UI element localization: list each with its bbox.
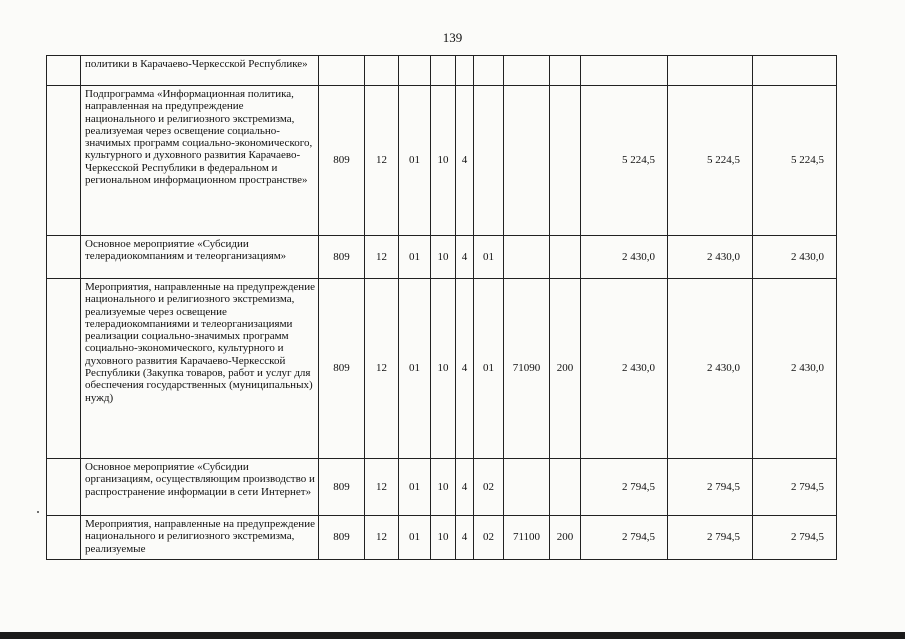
subsection-code: 01: [399, 459, 431, 516]
ministry-code: 809: [319, 86, 365, 236]
section-code: 12: [365, 516, 399, 560]
subprogram-code: [456, 56, 474, 86]
row-name: Мероприятия, направленные на предупреждение национального и религиозного экстремизма, реализуемые: [81, 516, 319, 560]
program-code: 10: [431, 516, 456, 560]
amount-year-1: 2 794,5: [581, 516, 668, 560]
table-row: [47, 516, 837, 560]
scan-bottom-edge: [0, 632, 905, 639]
row-name: Основное мероприятие «Субсидии телерадиокомпаниям и телеорганизациям»: [81, 236, 319, 279]
expense-type-code: [550, 86, 581, 236]
activity-code: 01: [474, 236, 504, 279]
direction-code: 71090: [504, 279, 550, 459]
section-code: 12: [365, 459, 399, 516]
section-code: [365, 56, 399, 86]
row-name: Основное мероприятие «Субсидии организациям, осуществляющим производство и распространение информации в сети Интернет»: [81, 459, 319, 516]
amount-year-3: 2 794,5: [753, 459, 837, 516]
subsection-code: [399, 56, 431, 86]
activity-code: 02: [474, 516, 504, 560]
expense-type-code: 200: [550, 516, 581, 560]
activity-code: [474, 56, 504, 86]
amount-year-1: 2 794,5: [581, 459, 668, 516]
direction-code: [504, 56, 550, 86]
direction-code: [504, 459, 550, 516]
section-code: 12: [365, 279, 399, 459]
amount-year-3: 2 794,5: [753, 516, 837, 560]
expense-type-code: [550, 459, 581, 516]
subsection-code: 01: [399, 86, 431, 236]
amount-year-1: 2 430,0: [581, 236, 668, 279]
activity-code: 01: [474, 279, 504, 459]
activity-code: 02: [474, 459, 504, 516]
amount-year-1: 2 430,0: [581, 279, 668, 459]
table-row: [47, 459, 837, 516]
program-code: 10: [431, 86, 456, 236]
subprogram-code: 4: [456, 86, 474, 236]
table-row: [47, 56, 837, 86]
amount-year-2: [668, 56, 753, 86]
activity-code: [474, 86, 504, 236]
index-cell: [47, 516, 81, 560]
ministry-code: 809: [319, 236, 365, 279]
expense-type-code: [550, 56, 581, 86]
amount-year-2: 2 794,5: [668, 516, 753, 560]
row-name: Мероприятия, направленные на предупреждение национального и религиозного экстремизма, реализуемые через освещение телерадиокомпаниями и телеорганизациями реализации социально-значимых программ социально-экономического, культурного и духовного развития Карачаево-Черкесской Республики (Закупка товаров, работ и услуг для обеспечения государственных (муниципальных) нужд): [81, 279, 319, 459]
direction-code: 71100: [504, 516, 550, 560]
budget-table: [46, 55, 837, 560]
program-code: 10: [431, 279, 456, 459]
amount-year-2: 5 224,5: [668, 86, 753, 236]
amount-year-1: [581, 56, 668, 86]
table-row: [47, 279, 837, 459]
expense-type-code: 200: [550, 279, 581, 459]
subsection-code: 01: [399, 236, 431, 279]
index-cell: [47, 459, 81, 516]
direction-code: [504, 86, 550, 236]
subprogram-code: 4: [456, 459, 474, 516]
scan-speck: [37, 511, 39, 513]
expense-type-code: [550, 236, 581, 279]
row-name: политики в Карачаево-Черкесской Республике»: [81, 56, 319, 86]
subprogram-code: 4: [456, 516, 474, 560]
section-code: 12: [365, 236, 399, 279]
index-cell: [47, 279, 81, 459]
ministry-code: 809: [319, 516, 365, 560]
amount-year-3: 2 430,0: [753, 236, 837, 279]
program-code: 10: [431, 459, 456, 516]
index-cell: [47, 236, 81, 279]
index-cell: [47, 56, 81, 86]
amount-year-2: 2 794,5: [668, 459, 753, 516]
amount-year-3: 5 224,5: [753, 86, 837, 236]
table-row: [47, 86, 837, 236]
program-code: [431, 56, 456, 86]
amount-year-2: 2 430,0: [668, 236, 753, 279]
index-cell: [47, 86, 81, 236]
table-row: [47, 236, 837, 279]
subsection-code: 01: [399, 516, 431, 560]
amount-year-3: [753, 56, 837, 86]
ministry-code: 809: [319, 279, 365, 459]
ministry-code: [319, 56, 365, 86]
page-number: 139: [442, 30, 463, 45]
row-name: Подпрограмма «Информационная политика, направленная на предупреждение национального и религиозного экстремизма, реализуемая через освещение социально-значимых программ социально-экономического, культурного и духовного развития Карачаево-Черкесской Республики в федеральном и региональном информационном пространстве»: [81, 86, 319, 236]
direction-code: [504, 236, 550, 279]
amount-year-3: 2 430,0: [753, 279, 837, 459]
subsection-code: 01: [399, 279, 431, 459]
ministry-code: 809: [319, 459, 365, 516]
amount-year-1: 5 224,5: [581, 86, 668, 236]
amount-year-2: 2 430,0: [668, 279, 753, 459]
program-code: 10: [431, 236, 456, 279]
subprogram-code: 4: [456, 279, 474, 459]
subprogram-code: 4: [456, 236, 474, 279]
section-code: 12: [365, 86, 399, 236]
